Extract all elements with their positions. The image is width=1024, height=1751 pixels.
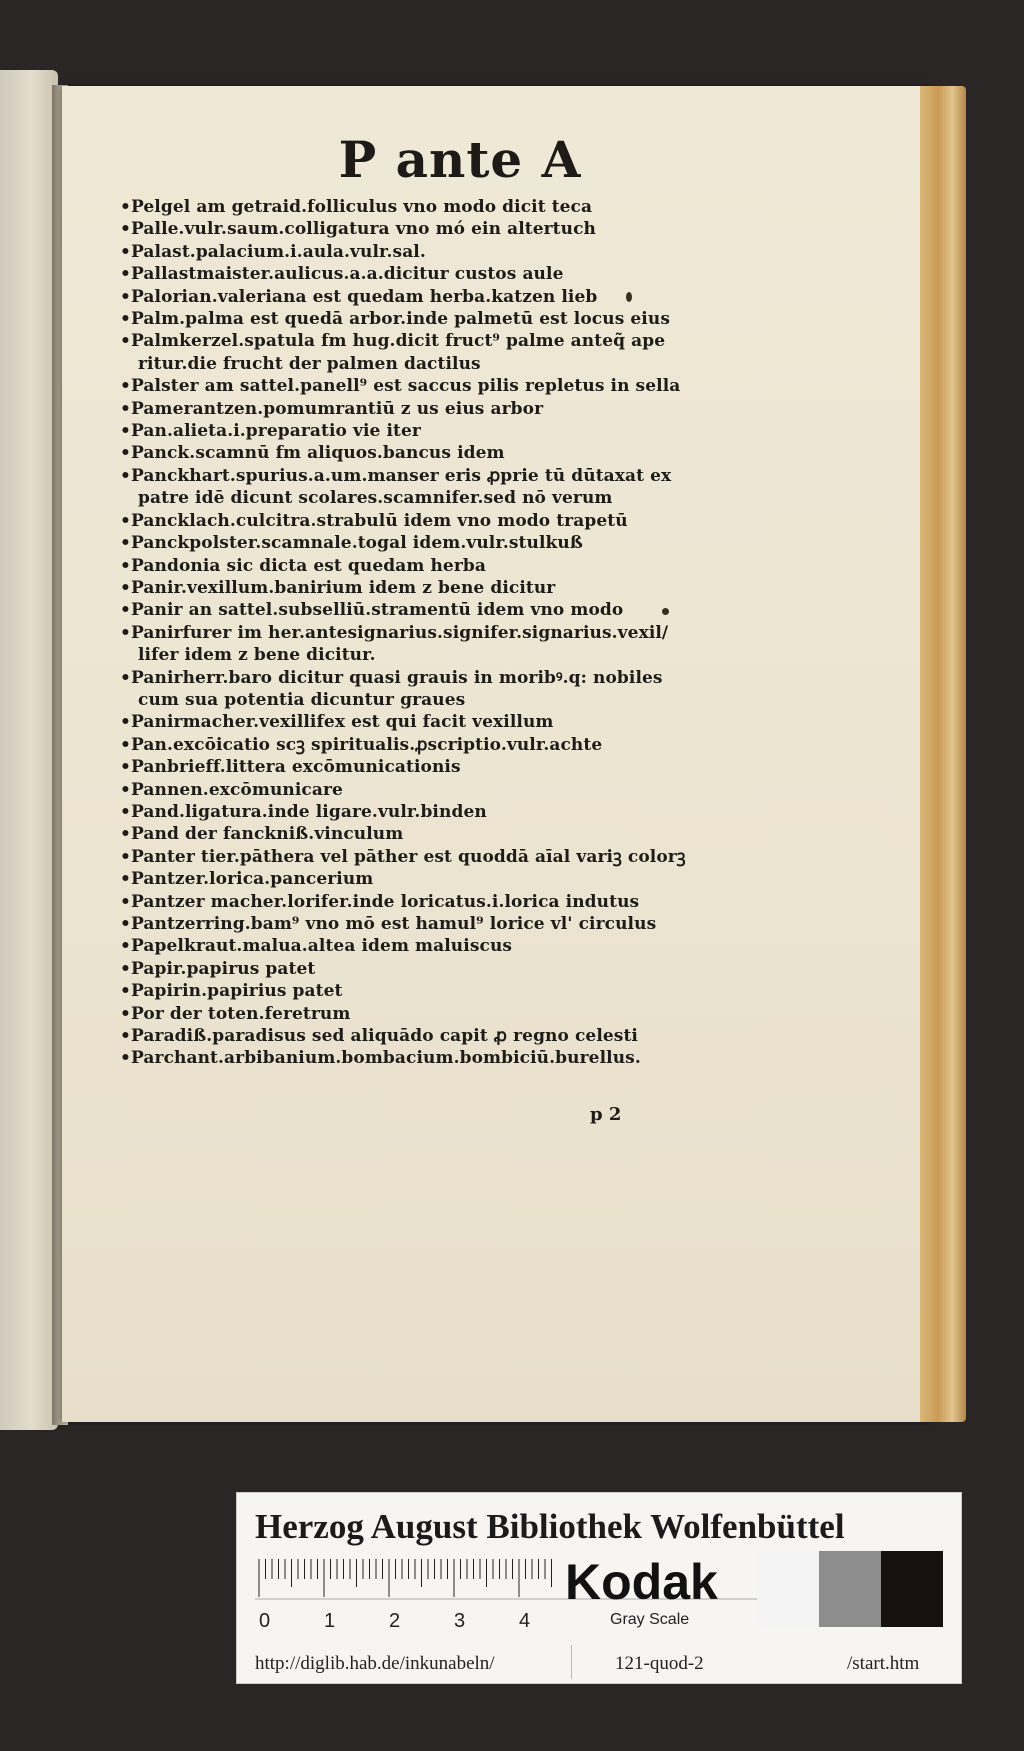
dictionary-entry bbox=[120, 756, 820, 778]
entry-continuation: lifer idem z bene dicitur. bbox=[138, 645, 376, 666]
entry-line: •Pantzer macher.lorifer.inde loricatus.i.lorica indutus bbox=[120, 891, 640, 912]
entry-line: •Pelgel am getraid.folliculus vno modo dicit teca bbox=[120, 197, 593, 217]
dictionary-entry bbox=[120, 375, 820, 397]
entry-line: •Papirin.papirius patet bbox=[120, 981, 343, 1002]
dictionary-entry bbox=[120, 330, 820, 375]
footer-divider bbox=[571, 1645, 572, 1679]
entry-line: •Pan.excōicatio scꝫ spiritualis.ꝓscriptio.vulr.achte bbox=[120, 734, 603, 755]
dictionary-entry bbox=[120, 286, 820, 308]
entry-line: •Papelkraut.malua.altea idem maluiscus bbox=[120, 936, 513, 957]
entry-line: •Panck.scamnū fm aliquos.bancus idem bbox=[120, 443, 505, 464]
dictionary-entry bbox=[120, 779, 820, 801]
ruler-label: 2 bbox=[389, 1610, 401, 1632]
entry-line: •Pantzerring.bam⁹ vno mō est hamul⁹ lorice vl' circulus bbox=[120, 914, 657, 934]
dictionary-entry bbox=[120, 711, 820, 733]
entry-line: •Palster am sattel.panell⁹ est saccus pilis repletus in sella bbox=[120, 376, 681, 397]
shelfmark: 121-quod-2 bbox=[615, 1653, 704, 1674]
start-link[interactable]: /start.htm bbox=[847, 1653, 920, 1674]
entry-line: •Panirmacher.vexillifex est qui facit vexillum bbox=[120, 712, 554, 733]
entry-line: •Papir.papirus patet bbox=[120, 958, 316, 979]
entry-line: •Panbrieff.littera excōmunicationis bbox=[120, 757, 461, 778]
dictionary-entry bbox=[120, 913, 820, 935]
library-scan-card bbox=[236, 1492, 962, 1684]
dictionary-entry bbox=[120, 263, 820, 285]
entry-line: •Panir an sattel.subselliū.stramentū idem vno modo bbox=[120, 600, 624, 621]
entry-line: •Pannen.excōmunicare bbox=[120, 779, 343, 800]
ink-spot bbox=[626, 292, 632, 302]
entry-continuation: cum sua potentia dicuntur graues bbox=[138, 689, 466, 710]
facing-page-edge bbox=[0, 70, 58, 1430]
kodak-logo: Kodak bbox=[565, 1554, 718, 1610]
entry-line: •Paradiß.paradisus sed aliquādo capit ꝓ regno celesti bbox=[120, 1026, 638, 1047]
entry-line: •Pandonia sic dicta est quedam herba bbox=[120, 555, 486, 576]
page-fore-edge bbox=[920, 86, 966, 1422]
entry-line: •Pantzer.lorica.pancerium bbox=[120, 869, 374, 890]
entry-line: •Pamerantzen.pomumrantiū z us eius arbor bbox=[120, 398, 544, 419]
ruler-label: 3 bbox=[454, 1610, 466, 1632]
entry-line: •Panirherr.baro dicitur quasi grauis in moribꝰ.q: nobiles bbox=[120, 667, 663, 688]
dictionary-entry bbox=[120, 958, 820, 980]
dictionary-entry bbox=[120, 218, 820, 240]
dictionary-entry bbox=[120, 667, 820, 712]
entry-line: •Pand der fanckniß.vinculum bbox=[120, 824, 404, 845]
ruler-label: 0 bbox=[259, 1610, 271, 1632]
dictionary-entry bbox=[120, 577, 820, 599]
entry-line: •Parchant.arbibanium.bombacium.bombiciū.burellus. bbox=[120, 1048, 641, 1069]
dictionary-entry bbox=[120, 1003, 820, 1025]
library-name: Herzog August Bibliothek Wolfenbüttel bbox=[255, 1507, 845, 1546]
gray-patch-mid bbox=[819, 1551, 881, 1627]
dictionary-entry bbox=[120, 465, 820, 510]
dictionary-entry bbox=[120, 846, 820, 868]
entry-line: •Pan.alieta.i.preparatio vie iter bbox=[120, 421, 421, 442]
gray-patch-white bbox=[757, 1551, 819, 1627]
dictionary-entry bbox=[120, 1025, 820, 1047]
ruler-label: 1 bbox=[324, 1610, 336, 1632]
signature-mark: p 2 bbox=[590, 1104, 622, 1125]
entry-line: •Por der toten.feretrum bbox=[120, 1003, 351, 1024]
entry-continuation: patre idē dicunt scolares.scamnifer.sed nō verum bbox=[138, 488, 613, 509]
entry-line: •Pand.ligatura.inde ligare.vulr.binden bbox=[120, 801, 487, 822]
entry-line: •Panirfurer im her.antesignarius.signifer.signarius.vexil/ bbox=[120, 622, 669, 643]
entry-line: •Panter tier.pāthera vel pāther est quoddā aīal variꝫ colorꝫ bbox=[120, 846, 686, 867]
dictionary-entry bbox=[120, 510, 820, 532]
dictionary-entry bbox=[120, 532, 820, 554]
card-footer bbox=[237, 1641, 961, 1683]
dictionary-entry bbox=[120, 935, 820, 957]
ruler-label: 4 bbox=[519, 1610, 531, 1632]
entry-line: •Pancklach.culcitra.strabulū idem vno modo trapetū bbox=[120, 510, 628, 531]
entry-continuation: ritur.die frucht der palmen dactilus bbox=[138, 353, 481, 374]
dictionary-entry bbox=[120, 1047, 820, 1069]
entry-line: •Panir.vexillum.banirium idem z bene dicitur bbox=[120, 577, 556, 598]
dictionary-entry bbox=[120, 196, 820, 218]
entry-line: •Palle.vulr.saum.colligatura vno mó ein altertuch bbox=[120, 219, 597, 240]
dictionary-entry bbox=[120, 241, 820, 263]
dictionary-entry bbox=[120, 442, 820, 464]
page-heading: P ante A bbox=[338, 130, 582, 189]
dictionary-entry bbox=[120, 891, 820, 913]
dictionary-entry bbox=[120, 868, 820, 890]
dictionary-entry bbox=[120, 420, 820, 442]
entry-line: •Palorian.valeriana est quedam herba.katzen lieb bbox=[120, 286, 598, 307]
entry-line: •Palmkerzel.spatula fm hug.dicit fruct⁹ palme anteq̃ ape bbox=[120, 331, 666, 352]
dictionary-entry bbox=[120, 622, 820, 667]
entry-line: •Panckpolster.scamnale.togal idem.vulr.stulkuß bbox=[120, 533, 583, 554]
dictionary-entry bbox=[120, 308, 820, 330]
dictionary-entry bbox=[120, 398, 820, 420]
entry-line: •Palm.palma est quedā arbor.inde palmetū est locus eius bbox=[120, 309, 670, 330]
dictionary-entry bbox=[120, 599, 820, 621]
dictionary-entry bbox=[120, 980, 820, 1002]
scan-url[interactable]: http://diglib.hab.de/inkunabeln/ bbox=[255, 1653, 495, 1674]
dictionary-entry bbox=[120, 734, 820, 756]
dictionary-entry bbox=[120, 801, 820, 823]
entry-list bbox=[120, 196, 820, 1070]
dictionary-entry bbox=[120, 555, 820, 577]
entry-line: •Palast.palacium.i.aula.vulr.sal. bbox=[120, 241, 426, 262]
entry-line: •Panckhart.spurius.a.um.manser eris ꝓprie tū dūtaxat ex bbox=[120, 465, 672, 486]
dictionary-entry bbox=[120, 823, 820, 845]
entry-line: •Pallastmaister.aulicus.a.a.dicitur custos aule bbox=[120, 264, 564, 285]
ink-spot bbox=[662, 608, 669, 615]
gray-patch-black bbox=[881, 1551, 943, 1627]
gray-scale-label: Gray Scale bbox=[610, 1611, 690, 1628]
